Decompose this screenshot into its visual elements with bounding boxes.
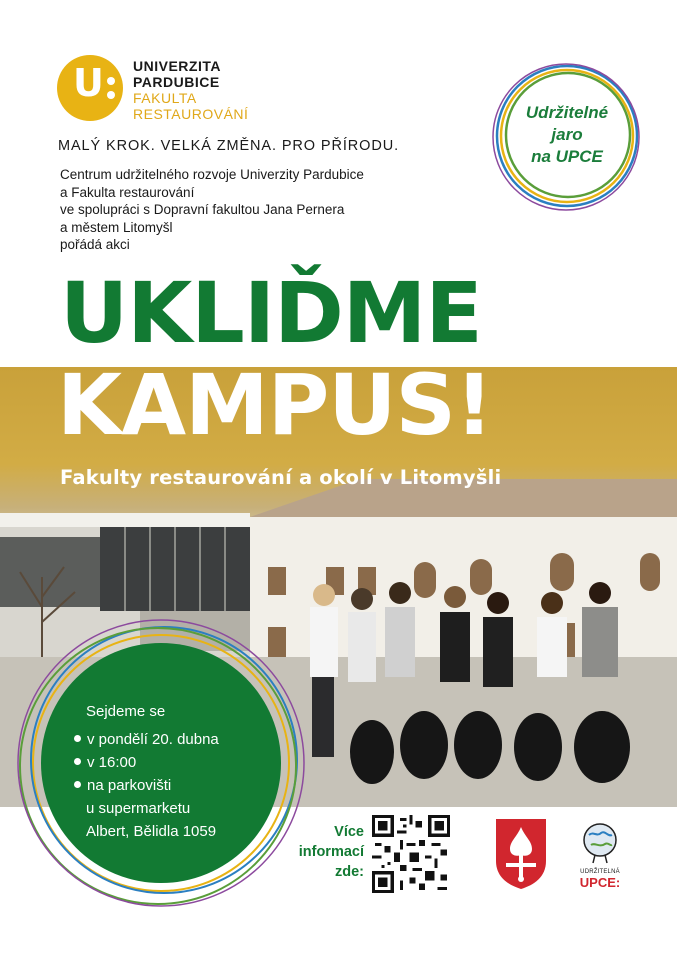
- event-address-line2: Albert, Bělidla 1059: [86, 823, 217, 840]
- intro-line: ve spolupráci s Dopravní fakultou Jana Pernera: [60, 202, 345, 217]
- university-logo: [57, 55, 123, 121]
- qr-code[interactable]: [372, 815, 450, 893]
- intro-line: pořádá akci: [60, 237, 130, 252]
- faculty-line1: FAKULTA: [133, 90, 197, 106]
- event-item-date: [86, 728, 219, 751]
- more-info-line2: informací: [298, 844, 364, 860]
- globe-icon: [575, 815, 625, 865]
- headline-line1: UKLIĎME: [60, 264, 482, 362]
- logo-letter: U: [73, 61, 104, 105]
- badge-line1: Udržitelné: [525, 103, 609, 122]
- sustainable-upce-logo: [575, 815, 625, 893]
- intro-text: [60, 166, 364, 254]
- logo-dot-icon: [107, 77, 115, 85]
- event-details: [86, 700, 219, 843]
- university-line2: PARDUBICE: [133, 74, 220, 90]
- event-time: v 16:00: [87, 754, 137, 771]
- more-info-label: [276, 822, 364, 882]
- intro-line: a Fakulta restaurování: [60, 184, 195, 200]
- badge-text: [491, 102, 643, 168]
- event-address-line1: u supermarketu: [86, 800, 191, 817]
- intro-line: a městem Litomyšl: [60, 219, 173, 235]
- university-name: [133, 58, 248, 122]
- more-info-line3: zde:: [335, 864, 364, 880]
- slogan: MALÝ KROK. VELKÁ ZMĚNA. PRO PŘÍRODU.: [58, 138, 399, 154]
- event-place: na parkovišti: [87, 777, 172, 794]
- logo-dot-icon: [107, 91, 115, 99]
- upce-logo-top: UDRŽITELNÁ: [580, 869, 620, 875]
- litomysl-crest-icon: [492, 815, 550, 891]
- faculty-line2: RESTAUROVÁNÍ: [133, 106, 249, 122]
- bullet-icon: [74, 735, 81, 742]
- event-date: v pondělí 20. dubna: [87, 731, 219, 748]
- bullet-icon: [74, 758, 81, 765]
- event-heading: Sejdeme se: [86, 703, 166, 720]
- event-item-place: [86, 774, 219, 797]
- headline-subtitle: Fakulty restaurování a okolí v Litomyšli: [60, 466, 502, 489]
- event-item-time: [86, 751, 219, 774]
- headline-line2: KAMPUS!: [57, 356, 493, 454]
- more-info-line1: Více: [334, 824, 364, 840]
- university-line1: UNIVERZITA: [133, 58, 221, 74]
- upce-logo-bottom: UPCE:: [579, 875, 621, 890]
- badge-line2: jaro: [551, 125, 583, 144]
- badge-line3: na UPCE: [531, 147, 603, 166]
- bullet-icon: [74, 781, 81, 788]
- intro-line: Centrum udržitelného rozvoje Univerzity Pardubice: [60, 167, 364, 182]
